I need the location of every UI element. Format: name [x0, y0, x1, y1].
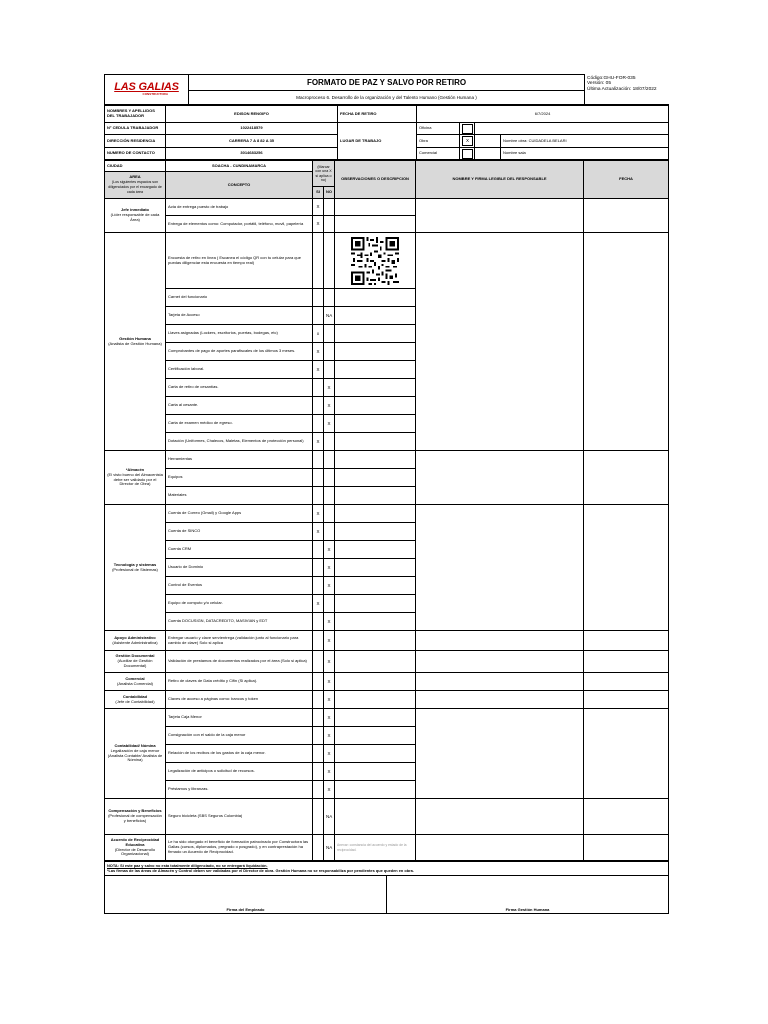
table-row: Equipo de computo y/o celular. X: [105, 595, 669, 613]
form-subtitle: Macroproceso 6. Desarrollo de la organización y del Talento Humano (Gestión Humana ): [189, 91, 585, 105]
table-row: Compensación y Beneficios (Profesional de compensación y beneficios) Seguro bicicleta (SBS Seguros Colombia) NA: [105, 799, 669, 835]
obra-name: Nombre obra: CUIDADELA BELARI: [501, 135, 669, 148]
notes-signatures: [104, 861, 669, 914]
table-row: Equipos: [105, 469, 669, 487]
area-jefe: Jefe inmediato (Líder responsable de cada Área): [105, 199, 166, 233]
table-row: Comercial (Analista Comercial) Retiro de claves de Data crédito y Cifin (Si aplica). X: [105, 673, 669, 691]
area-contabilidad: Contabilidad (Jefe de Contabilidad): [105, 691, 166, 709]
fecha-header: FECHA: [584, 161, 669, 199]
employee-name: EDISON RENGIFO: [166, 106, 338, 123]
lugar-comercial: Comercial: [417, 148, 460, 160]
marcar-header: (Marcar con una X si aplica o no): [313, 161, 335, 187]
cedula-label: N° CEDULA TRABAJADOR: [105, 123, 166, 135]
sala-name: Nombre sala: [501, 148, 669, 160]
table-row: Cuenta CRM X: [105, 541, 669, 559]
retiro-date: 6/7/2024: [417, 106, 669, 123]
area-almacen: *Almacén (El visto bueno del Almacenista debe ser validado por el Director de Obra): [105, 451, 166, 505]
form-version: Versión: 05: [587, 81, 612, 87]
table-row: Carta de retiro de cesantías. X: [105, 379, 669, 397]
si-mark[interactable]: X: [313, 216, 324, 233]
form-title: FORMATO DE PAZ Y SALVO POR RETIRO: [189, 75, 585, 91]
qr-code-icon[interactable]: [351, 237, 399, 285]
ciudad-value: SOACHA - CUNDINAMARCA: [166, 161, 313, 172]
checklist-table: [104, 160, 669, 861]
table-row: Llaves asignadas (Lockers, escritorios, puertas, bodegas, etc) x: [105, 325, 669, 343]
table-row: Acuerdo de Reciprocidad Educativa (Director de Desarrollo Organizacional) Le ha sido otorgado el beneficio de formación patrocinado por Constructora las Galias (cursos, diplomados, pregrado o posgrado), y en contraprestación ha firmado un Acuerdo de Reciprocidad. NA Anexar: constancia del acuerdo y estado de la reciprocidad.: [105, 835, 669, 861]
paz-y-salvo-form: [104, 74, 668, 914]
table-row: Control de Eventos X: [105, 577, 669, 595]
form-updated: Última Actualización: 18/07/2022: [587, 87, 657, 92]
lugar-label: LUGAR DE TRABAJO: [338, 123, 417, 160]
area-gestion-humana: Gestión Humana (Analista de Gestión Humana): [105, 233, 166, 451]
table-row: Usuario de Dominio X: [105, 559, 669, 577]
obs-header: OBSERVACIONES O DESCRIPCION: [335, 161, 416, 199]
table-row: Préstamos y libranzas. X: [105, 781, 669, 799]
table-row: Contabilidad/ Nómina Legalización de caja menor (Analista Contable/ Analista de Nómina) Tarjeta Caja Menor X: [105, 709, 669, 727]
area-documental: Gestión Documental (Auxiliar de Gestión Documental): [105, 651, 166, 673]
table-row: Carnet del funcionario: [105, 289, 669, 307]
area-acuerdo: Acuerdo de Reciprocidad Educativa (Director de Desarrollo Organizacional): [105, 835, 166, 861]
table-row: Cuenta DOCUSIGN, DATACREDITO, MASIVIAN y EDT X: [105, 613, 669, 631]
no-mark[interactable]: [324, 199, 335, 216]
table-row: Consignación con el saldo de la caja menor X: [105, 727, 669, 745]
table-row: Carta al cesante. X: [105, 397, 669, 415]
employee-signature[interactable]: Firma del Empleado: [105, 876, 387, 914]
lugar-oficina: Oficina: [417, 123, 460, 135]
area-apoyo: Apoyo Administrativo (Asistente Administrativa): [105, 631, 166, 651]
contact-value: 3014683256: [166, 148, 338, 160]
table-row: *Almacén (El visto bueno del Almacenista debe ser validado por el Director de Obra) Herramientas: [105, 451, 669, 469]
table-row: Gestión Documental (Auxiliar de Gestión Documental) Validación de prestamos de documentos realizados por el área (Solo si aplica) X: [105, 651, 669, 673]
comercial-checkbox[interactable]: [460, 148, 475, 160]
area-compensacion: Compensación y Beneficios (Profesional de compensación y beneficios): [105, 799, 166, 835]
company-logo: LAS GALIAS CONSTRUCTORA: [105, 75, 189, 105]
form-code: Código:GHU-FOR-035: [587, 75, 636, 81]
qr-code-cell: [335, 233, 416, 289]
table-row: Jefe inmediato (Líder responsable de cada Área) Acta de entrega puesto de trabajo X: [105, 199, 669, 216]
table-row: Legalización de anticipos o solicitud de recursos. X: [105, 763, 669, 781]
contact-label: NUMERO DE CONTACTO: [105, 148, 166, 160]
table-row: Contabilidad (Jefe de Contabilidad) Claves de acceso a páginas como: bancos y token X: [105, 691, 669, 709]
no-mark[interactable]: [324, 216, 335, 233]
obra-checkbox[interactable]: X: [460, 135, 475, 148]
area-header: AREA (Los siguientes espacios son diligenciados por el encargado de cada área: [105, 172, 166, 199]
table-row: Dotación (Uniformes, Chalecos, Maletas, Elementos de protección personal) X: [105, 433, 669, 451]
area-tecnologia: Tecnología y sistemas (Profesional de Sistemas): [105, 505, 166, 631]
table-row: Cuenta de SINCO X: [105, 523, 669, 541]
dir-label: DIRECCIÓN RESIDENCIA: [105, 135, 166, 148]
dir-value: CARRERA 7 A 8 82 A 35: [166, 135, 338, 148]
name-label: NOMBRES Y APELLIDOS DEL TRABAJADOR: [105, 106, 166, 123]
retiro-label: FECHA DE RETIRO: [338, 106, 417, 123]
gh-signature[interactable]: Firma Gestión Humana: [387, 876, 669, 914]
table-row: Comprobantes de pago de aportes parafiscales de los últimos 3 meses. X: [105, 343, 669, 361]
note-1: NOTA: Si este paz y salvo no esta totalmente diligenciado, no se entregará liquidación.: [107, 862, 268, 868]
oficina-checkbox[interactable]: [460, 123, 475, 135]
table-row: Tecnología y sistemas (Profesional de Sistemas) Cuenta de Correo (Gmail) y Google Apps X: [105, 505, 669, 523]
concepto-header: CONCEPTO: [166, 172, 313, 199]
firma-header: NOMBRE Y FIRMA LEGIBLE DEL RESPONSABLE: [416, 161, 584, 199]
ciudad-label: CIUDAD: [105, 161, 166, 172]
cedula-value: 1022418579: [166, 123, 338, 135]
employee-info: [104, 105, 669, 160]
area-comercial: Comercial (Analista Comercial): [105, 673, 166, 691]
table-row: Gestión Humana (Analista de Gestión Humana) Encuesta de retiro en línea ( Escanea el código QR con tu celular para que puedas diligenciar esta encuesta en tiempo real): [105, 233, 669, 289]
area-nomina: Contabilidad/ Nómina Legalización de caja menor (Analista Contable/ Analista de Nómina): [105, 709, 166, 799]
table-row: Relación de los recibos de los gastos de la caja menor. X: [105, 745, 669, 763]
table-row: Certificación laboral. X: [105, 361, 669, 379]
table-row: Apoyo Administrativo (Asistente Administrativa) Entregar usuario y clave servientrega (validación junto al funcionario para cambio de clave) Solo si aplica X: [105, 631, 669, 651]
note-2: *Las firmas de las áreas de Almacén y Control deben ser validadas por el Director de obra. Gestión Humana no se responsabiliza por pendientes que queden en obra.: [107, 867, 414, 873]
lugar-obra: Obra: [417, 135, 460, 148]
table-row: Tarjeta de Acceso NA: [105, 307, 669, 325]
table-row: Entrega de elementos como: Computador, portátil, teléfono, movil, papelería X: [105, 216, 669, 233]
si-header: SI: [313, 187, 324, 199]
no-header: NO: [324, 187, 335, 199]
si-mark[interactable]: X: [313, 199, 324, 216]
form-notes: [105, 862, 669, 876]
table-row: Carta de examen médico de egreso. X: [105, 415, 669, 433]
table-row: Materiales: [105, 487, 669, 505]
form-code-block: [585, 75, 669, 105]
form-header: [104, 74, 669, 105]
